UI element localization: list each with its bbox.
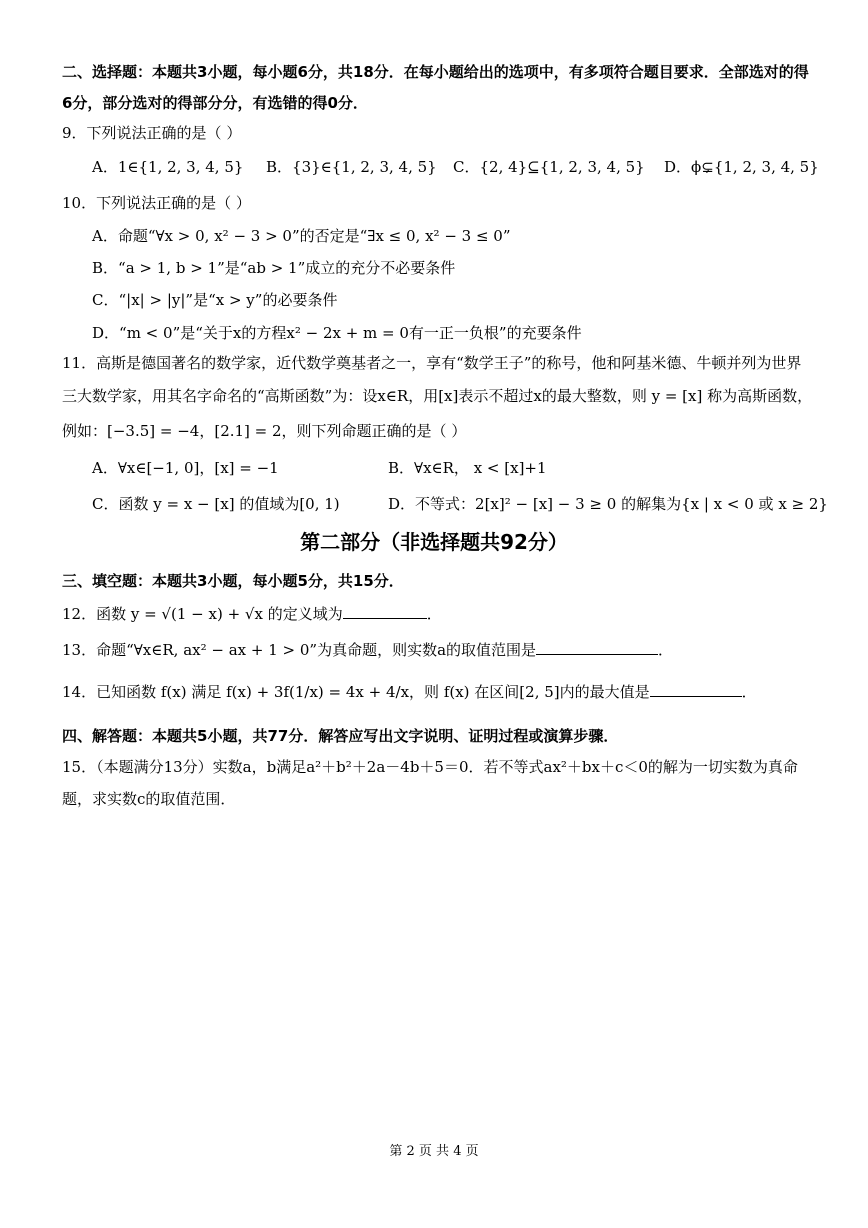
q9-option-d: D．ϕ⊊{1, 2, 3, 4, 5} (664, 158, 819, 176)
section2-heading-line2: 6分，部分选对的得部分分，有选错的得0分． (62, 94, 368, 112)
q12-text: 12．函数 y = √(1 − x) + √x 的定义域为 (62, 605, 343, 623)
q13 (62, 640, 673, 660)
q12 (62, 604, 442, 624)
q11-option-c: C．函数 y = x − [x] 的值域为[0, 1) (92, 495, 340, 513)
part2-title: 第二部分（非选择题共92分） (300, 530, 568, 554)
q11-line3: 例如：[−3.5] = −4，[2.1] = 2，则下列命题正确的是（ ） (62, 422, 467, 440)
q14-answer-blank[interactable] (650, 682, 742, 697)
q12-answer-blank[interactable] (343, 604, 427, 619)
q11-option-a: A．∀x∈[−1, 0]，[x] = −1 (92, 459, 279, 477)
q11-line1: 11．高斯是德国著名的数学家，近代数学奠基者之一，享有“数学王子”的称号，他和阿基米德、牛顿并列为世界 (62, 354, 802, 372)
q10-option-a: A．命题“∀x > 0, x² − 3 > 0”的否定是“∃x ≤ 0, x² − 3 ≤ 0” (92, 227, 511, 245)
page-footer: 第 2 页 共 4 页 (389, 1144, 479, 1159)
q9-stem: 9．下列说法正确的是（ ） (62, 124, 242, 142)
q9-option-c: C．{2, 4}⊆{1, 2, 3, 4, 5} (453, 158, 645, 176)
q9-option-b: B．{3}∈{1, 2, 3, 4, 5} (266, 158, 437, 176)
q15-line2: 题，求实数c的取值范围． (62, 790, 236, 808)
q10-stem: 10．下列说法正确的是（ ） (62, 194, 251, 212)
q14-text: 14．已知函数 f(x) 满足 f(x) + 3f(1/x) = 4x + 4/x，则 f(x) 在区间[2, 5]内的最大值是 (62, 683, 650, 701)
q13-text: 13．命题“∀x∈R, ax² − ax + 1 > 0”为真命题，则实数a的取值范围是 (62, 641, 537, 659)
q11-option-d: D．不等式：2[x]² − [x] − 3 ≥ 0 的解集为{x | x < 0 或 x ≥ 2} (388, 495, 828, 513)
section3-heading: 三、填空题：本题共3小题，每小题5分，共15分． (62, 572, 404, 590)
q12-end: ． (426, 605, 442, 623)
q14-end: ． (741, 683, 757, 701)
q14 (62, 682, 757, 702)
q11-option-b: B．∀x∈R， x < [x]+1 (388, 459, 547, 477)
q13-answer-blank[interactable] (536, 640, 658, 655)
q10-option-c: C．“|x| > |y|”是“x > y”的必要条件 (92, 291, 338, 309)
q13-end: ． (658, 641, 674, 659)
q15-line1: 15．（本题满分13分）实数a，b满足a²＋b²＋2a－4b＋5＝0．若不等式ax²＋bx＋c＜0的解为一切实数为真命 (62, 758, 798, 776)
q9-option-a: A．1∈{1, 2, 3, 4, 5} (92, 158, 244, 176)
section2-heading-line1: 二、选择题：本题共3小题，每小题6分，共18分．在每小题给出的选项中，有多项符合题目要求．全部选对的得 (62, 63, 809, 81)
section4-heading: 四、解答题：本题共5小题，共77分．解答应写出文字说明、证明过程或演算步骤． (62, 727, 619, 745)
q10-option-d: D．“m < 0”是“关于x的方程x² − 2x + m = 0有一正一负根”的充要条件 (92, 324, 582, 342)
q10-option-b: B．“a > 1, b > 1”是“ab > 1”成立的充分不必要条件 (92, 259, 456, 277)
q11-line2: 三大数学家，用其名字命名的“高斯函数”为：设x∈R，用[x]表示不超过x的最大整数，则 y = [x] 称为高斯函数， (62, 387, 813, 405)
